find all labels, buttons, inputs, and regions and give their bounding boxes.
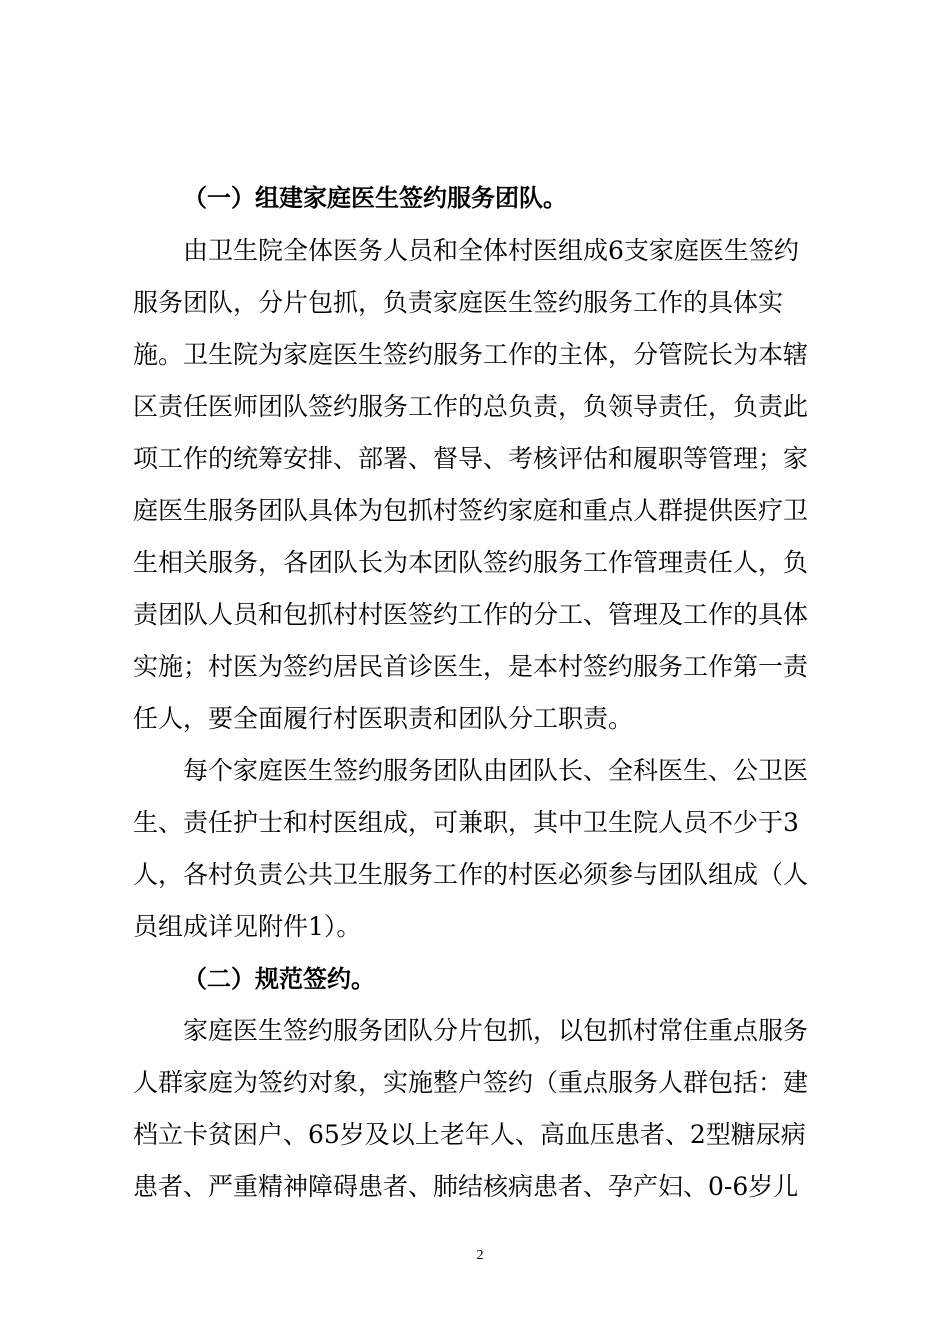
paragraph-2-line-3: 人，各村负责公共卫生服务工作的村医必须参与团队组成（人 <box>133 860 809 889</box>
paragraph-3-line-4: 患者、严重精神障碍患者、肺结核病患者、孕产妇、0-6岁儿 <box>133 1172 799 1201</box>
section-heading-1: （一）组建家庭医生签约服务团队。 <box>183 184 567 212</box>
page-number: 2 <box>476 1248 484 1263</box>
paragraph-1-line-1: 由卫生院全体医务人员和全体村医组成6支家庭医生签约 <box>183 236 799 265</box>
paragraph-3-line-2: 人群家庭为签约对象，实施整户签约（重点服务人群包括：建 <box>133 1068 809 1097</box>
paragraph-1-line-5: 项工作的统筹安排、部署、督导、考核评估和履职等管理；家 <box>133 444 809 473</box>
paragraph-1-line-2: 服务团队，分片包抓，负责家庭医生签约服务工作的具体实 <box>133 288 784 317</box>
paragraph-1-line-6: 庭医生服务团队具体为包抓村签约家庭和重点人群提供医疗卫 <box>133 496 809 525</box>
paragraph-1-line-3: 施。卫生院为家庭医生签约服务工作的主体，分管院长为本辖 <box>133 340 809 369</box>
paragraph-2-line-4: 员组成详见附件1）。 <box>133 912 362 941</box>
section-heading-2: （二）规范签约。 <box>183 965 375 993</box>
paragraph-1-line-9: 实施；村医为签约居民首诊医生，是本村签约服务工作第一责 <box>133 652 809 681</box>
paragraph-1-line-10: 任人，要全面履行村医职责和团队分工职责。 <box>133 704 634 733</box>
paragraph-1-line-7: 生相关服务，各团队长为本团队签约服务工作管理责任人，负 <box>133 548 809 577</box>
paragraph-3-line-3: 档立卡贫困户、65岁及以上老年人、高血压患者、2型糖尿病 <box>133 1120 806 1149</box>
paragraph-1-line-8: 责团队人员和包抓村村医签约工作的分工、管理及工作的具体 <box>133 600 809 629</box>
paragraph-2-line-2: 生、责任护士和村医组成，可兼职，其中卫生院人员不少于3 <box>133 808 799 837</box>
paragraph-1-line-4: 区责任医师团队签约服务工作的总负责，负领导责任，负责此 <box>133 392 809 421</box>
paragraph-2-line-1: 每个家庭医生签约服务团队由团队长、全科医生、公卫医 <box>183 756 809 785</box>
paragraph-3-line-1: 家庭医生签约服务团队分片包抓，以包抓村常住重点服务 <box>183 1016 809 1045</box>
